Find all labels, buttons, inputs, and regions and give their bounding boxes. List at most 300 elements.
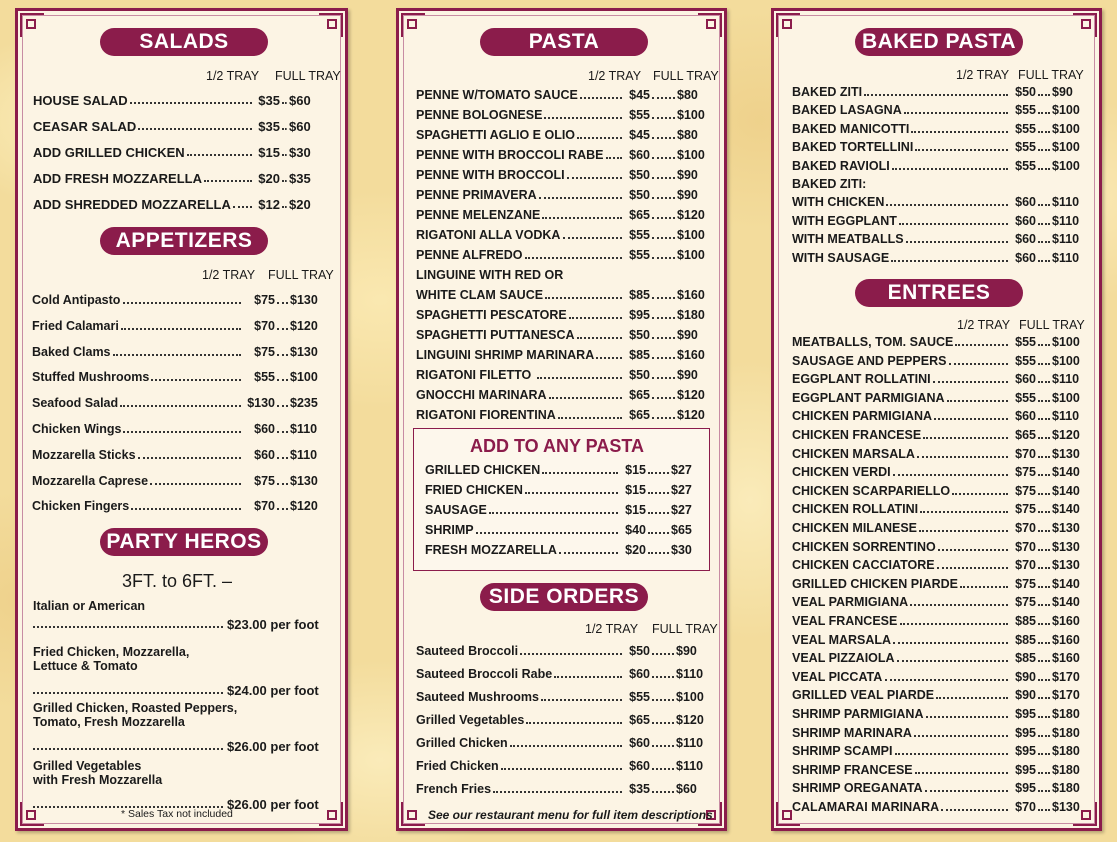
full-tray-price: $120 — [290, 499, 318, 514]
dot-leader — [949, 363, 1008, 365]
menu-item-name: WITH EGGPLANT — [792, 213, 897, 228]
half-tray-price: $55 — [629, 108, 650, 122]
full-tray-price: $30 — [671, 543, 692, 557]
menu-item-name: PENNE WITH BROCCOLI RABE — [416, 148, 604, 162]
dot-leader — [277, 379, 288, 381]
half-tray-price: $65 — [629, 388, 650, 402]
corner-ornament — [319, 13, 343, 37]
menu-item-row — [792, 688, 1084, 706]
half-tray-price: $45 — [629, 88, 650, 102]
menu-item-name: BAKED RAVIOLI — [792, 158, 890, 173]
menu-item-name: BAKED ZITI: — [792, 177, 867, 191]
dot-leader — [1038, 772, 1050, 774]
dot-leader — [131, 508, 241, 510]
corner-ornament — [401, 13, 425, 37]
dot-leader — [1038, 790, 1050, 792]
dot-leader — [652, 217, 675, 219]
menu-item-row — [792, 159, 1084, 177]
menu-item-row — [792, 122, 1084, 140]
dot-leader — [652, 237, 675, 239]
dot-leader — [549, 397, 622, 399]
full-tray-price: $110 — [1052, 250, 1080, 265]
menu-item-name: WITH SAUSAGE — [792, 250, 890, 265]
menu-footer-note: See our restaurant menu for full item descriptions — [428, 808, 713, 822]
full-tray-price: $90 — [677, 188, 698, 202]
dot-leader — [33, 626, 223, 628]
full-tray-price: $100 — [1052, 140, 1080, 155]
dot-leader — [652, 317, 675, 319]
half-tray-price: $60 — [629, 759, 650, 773]
corner-ornament — [1073, 13, 1097, 37]
menu-item-name: BAKED TORTELLINI — [792, 140, 914, 155]
full-tray-price: $27 — [671, 463, 692, 477]
half-tray-price: $35 — [258, 119, 280, 134]
full-tray-price: $110 — [1052, 232, 1080, 247]
half-tray-price: $85 — [1015, 614, 1036, 628]
half-tray-header: 1/2 TRAY — [206, 69, 260, 83]
half-tray-price: $40 — [625, 523, 646, 537]
menu-item-name: ADD FRESH MOZZARELLA — [33, 171, 202, 186]
dot-leader — [955, 344, 1008, 346]
full-tray-price: $180 — [677, 308, 705, 322]
full-tray-price: $130 — [290, 344, 318, 359]
menu-item-row — [792, 391, 1084, 409]
menu-item-name: Sauteed Broccoli Rabe — [416, 667, 553, 681]
menu-item-row — [32, 396, 337, 414]
menu-item-name: Mozzarella Sticks — [32, 447, 136, 462]
dot-leader — [187, 154, 252, 156]
full-tray-price: $35 — [289, 171, 311, 186]
full-tray-price: $90 — [676, 644, 697, 658]
hero-price: $26.00 per foot — [227, 739, 319, 754]
dot-leader — [906, 241, 1008, 243]
hero-price: $24.00 per foot — [227, 683, 319, 698]
full-tray-price: $100 — [677, 228, 705, 242]
half-tray-price: $50 — [629, 644, 650, 658]
dot-leader — [893, 474, 1008, 476]
half-tray-price: $75 — [1015, 576, 1036, 591]
menu-item-row — [33, 119, 338, 137]
dot-leader — [277, 328, 288, 330]
dot-leader — [947, 400, 1008, 402]
dot-leader — [652, 137, 675, 139]
full-tray-price: $130 — [1052, 539, 1080, 554]
half-tray-price: $75 — [1015, 595, 1036, 610]
menu-item-row — [792, 354, 1084, 372]
dot-leader — [277, 405, 288, 407]
menu-item-row — [425, 523, 697, 541]
half-tray-price: $55 — [629, 690, 650, 704]
menu-item-name: MEATBALLS, TOM. SAUCE — [792, 335, 954, 349]
hero-price-row — [33, 617, 333, 633]
menu-item-name: CHICKEN MARSALA — [792, 446, 915, 461]
menu-item-row — [792, 800, 1084, 818]
half-tray-price: $75 — [254, 293, 275, 307]
dot-leader — [1038, 149, 1050, 151]
dot-leader — [606, 157, 623, 159]
full-tray-price: $120 — [677, 408, 705, 422]
full-tray-price: $130 — [1052, 800, 1080, 814]
menu-item-row — [33, 93, 338, 111]
dot-leader — [652, 97, 675, 99]
dot-leader — [652, 722, 674, 724]
section-title-pasta: PASTA — [480, 28, 648, 56]
dot-leader — [652, 197, 675, 199]
full-tray-price: $170 — [1052, 688, 1080, 703]
hero-description: Lettuce & Tomato — [33, 659, 138, 673]
menu-item-name: Cold Antipasto — [32, 293, 121, 307]
dot-leader — [1038, 223, 1050, 225]
dot-leader — [652, 257, 675, 259]
hero-item — [33, 599, 333, 632]
dot-leader — [648, 552, 669, 554]
menu-item-name: EGGPLANT PARMIGIANA — [792, 390, 945, 405]
menu-item-name: VEAL PIZZAIOLA — [792, 651, 895, 666]
dot-leader — [544, 117, 622, 119]
full-tray-price: $20 — [289, 197, 311, 212]
menu-item-row — [792, 140, 1084, 158]
half-tray-price: $85 — [629, 348, 650, 362]
dot-leader — [652, 397, 675, 399]
dot-leader — [652, 417, 675, 419]
section-title-side-orders: SIDE ORDERS — [480, 583, 648, 611]
full-tray-price: $140 — [1052, 502, 1080, 517]
full-tray-price: $65 — [671, 523, 692, 537]
dot-leader — [1038, 260, 1050, 262]
half-tray-price: $45 — [629, 128, 650, 142]
half-tray-price: $15 — [258, 145, 280, 160]
dot-leader — [652, 357, 675, 359]
half-tray-price: $70 — [1015, 539, 1036, 554]
dot-leader — [914, 735, 1008, 737]
dot-leader — [1038, 567, 1050, 569]
dot-leader — [919, 530, 1008, 532]
menu-item-name: LINGUINE WITH RED OR — [416, 268, 564, 282]
menu-item-row — [416, 168, 711, 186]
dot-leader — [1038, 344, 1050, 346]
menu-item-row — [792, 521, 1084, 539]
menu-item-row — [416, 228, 711, 246]
full-tray-price: $180 — [1052, 744, 1080, 759]
half-tray-price: $75 — [1015, 502, 1036, 517]
dot-leader — [123, 302, 241, 304]
half-tray-price: $75 — [254, 344, 275, 359]
dot-leader — [1038, 363, 1050, 365]
half-tray-price: $20 — [258, 171, 280, 186]
menu-item-name: SAUSAGE — [425, 503, 487, 517]
dot-leader — [1038, 112, 1050, 114]
half-tray-price: $70 — [254, 318, 275, 333]
full-tray-price: $160 — [677, 348, 705, 362]
dot-leader — [652, 768, 674, 770]
half-tray-price: $60 — [254, 447, 275, 462]
full-tray-price: $100 — [1052, 121, 1080, 136]
menu-item-name: Grilled Vegetables — [416, 713, 525, 727]
menu-item-row — [416, 288, 711, 306]
menu-item-row — [32, 370, 337, 388]
menu-item-name: CHICKEN PARMIGIANA — [792, 409, 933, 424]
menu-item-name: PENNE MELENZANE — [416, 208, 541, 222]
menu-item-name: SAUSAGE AND PEPPERS — [792, 353, 947, 368]
dot-leader — [899, 223, 1008, 225]
full-tray-price: $100 — [1052, 158, 1080, 173]
half-tray-price: $15 — [625, 503, 646, 517]
full-tray-price: $180 — [1052, 781, 1080, 796]
hero-description: Tomato, Fresh Mozzarella — [33, 715, 185, 729]
menu-item-name: Mozzarella Caprese — [32, 473, 149, 488]
menu-item-name: VEAL PICCATA — [792, 669, 883, 684]
dot-leader — [652, 337, 675, 339]
dot-leader — [567, 177, 622, 179]
half-tray-price: $70 — [1015, 521, 1036, 535]
add-to-pasta-box — [413, 428, 710, 571]
dot-leader — [1038, 660, 1050, 662]
menu-item-name: CHICKEN SORRENTINO — [792, 539, 936, 554]
dot-leader — [1038, 94, 1050, 96]
dot-leader — [525, 257, 622, 259]
corner-ornament — [698, 13, 722, 37]
menu-item-row — [416, 388, 711, 406]
half-tray-price: $12 — [258, 197, 280, 212]
tax-note: * Sales Tax not included — [121, 808, 233, 820]
menu-item-name: CHICKEN VERDI — [792, 465, 891, 480]
half-tray-price: $60 — [629, 667, 650, 681]
full-tray-price: $110 — [1052, 409, 1080, 424]
menu-item-row — [792, 195, 1084, 213]
dot-leader — [577, 137, 622, 139]
dot-leader — [1038, 493, 1050, 495]
half-tray-price: $55 — [254, 370, 275, 385]
half-tray-price: $35 — [629, 782, 650, 796]
half-tray-price: $95 — [1015, 744, 1036, 759]
half-tray-price: $95 — [1015, 707, 1036, 721]
full-tray-price: $100 — [1052, 103, 1080, 118]
dot-leader — [1038, 697, 1050, 699]
full-tray-header: FULL TRAY — [1018, 68, 1084, 82]
dot-leader — [277, 457, 288, 459]
section-title-appetizers: APPETIZERS — [100, 227, 268, 255]
full-tray-price: $60 — [676, 782, 697, 796]
half-tray-price: $85 — [1015, 651, 1036, 666]
hero-item — [33, 645, 333, 698]
menu-item-row — [416, 368, 711, 386]
dot-leader — [1038, 809, 1050, 811]
dot-leader — [864, 94, 1008, 96]
menu-item-name: GRILLED CHICKEN — [425, 463, 541, 477]
dot-leader — [537, 377, 622, 379]
dot-leader — [151, 379, 241, 381]
half-tray-price: $70 — [1015, 446, 1036, 461]
half-tray-price: $85 — [1015, 632, 1036, 647]
half-tray-price: $50 — [629, 188, 650, 202]
half-tray-price: $95 — [1015, 781, 1036, 796]
half-tray-price: $70 — [1015, 558, 1036, 573]
dot-leader — [648, 512, 669, 514]
hero-price-row — [33, 739, 333, 755]
column-headers — [18, 69, 348, 83]
half-tray-price: $15 — [625, 463, 646, 477]
half-tray-price: $95 — [1015, 725, 1036, 740]
menu-item-name: FRIED CHICKEN — [425, 483, 523, 497]
half-tray-price: $75 — [254, 473, 275, 488]
menu-item-row — [425, 543, 697, 561]
full-tray-price: $100 — [677, 108, 705, 122]
dot-leader — [138, 457, 241, 459]
menu-item-row — [792, 232, 1084, 250]
hero-description: with Fresh Mozzarella — [33, 773, 163, 787]
menu-item-row — [792, 85, 1084, 103]
dot-leader — [885, 679, 1008, 681]
full-tray-price: $100 — [1052, 353, 1080, 368]
dot-leader — [652, 745, 674, 747]
dot-leader — [277, 508, 288, 510]
dot-leader — [493, 791, 622, 793]
menu-item-name: BAKED LASAGNA — [792, 103, 902, 118]
menu-item-name: SHRIMP SCAMPI — [792, 744, 893, 759]
half-tray-header: 1/2 TRAY — [585, 622, 639, 636]
panel-left — [15, 8, 348, 831]
hero-price: $26.00 per foot — [227, 797, 319, 812]
menu-item-row — [416, 782, 698, 800]
dot-leader — [204, 180, 252, 182]
dot-leader — [525, 492, 618, 494]
section-title-salads: SALADS — [100, 28, 268, 56]
half-tray-price: $60 — [1015, 232, 1036, 247]
menu-item-name: Sauteed Broccoli — [416, 644, 519, 658]
menu-item-row — [792, 763, 1084, 781]
menu-item-name: HOUSE SALAD — [33, 93, 128, 108]
hero-name: Fried Chicken, Mozzarella, — [33, 645, 190, 659]
menu-item-row — [32, 448, 337, 466]
menu-item-name: WITH MEATBALLS — [792, 232, 904, 247]
dot-leader — [937, 567, 1008, 569]
section-title-baked-pasta: BAKED PASTA — [855, 28, 1023, 56]
half-tray-price: $65 — [629, 208, 650, 222]
dot-leader — [577, 337, 622, 339]
menu-item-row — [32, 474, 337, 492]
dot-leader — [911, 131, 1008, 133]
heros-subtitle: 3FT. to 6FT. – — [122, 571, 233, 591]
menu-item-name: GRILLED CHICKEN PIARDE — [792, 576, 958, 591]
half-tray-price: $60 — [1015, 409, 1036, 424]
dot-leader — [1038, 241, 1050, 243]
half-tray-price: $55 — [1015, 390, 1036, 405]
half-tray-price: $55 — [1015, 335, 1036, 349]
dot-leader — [489, 512, 618, 514]
menu-item-name: CHICKEN SCARPARIELLO — [792, 483, 951, 498]
dot-leader — [1038, 623, 1050, 625]
menu-item-name: Baked Clams — [32, 344, 111, 359]
menu-item-name: VEAL MARSALA — [792, 632, 892, 647]
menu-item-row — [416, 328, 711, 346]
half-tray-header: 1/2 TRAY — [588, 69, 642, 83]
dot-leader — [652, 791, 674, 793]
half-tray-price: $60 — [254, 422, 275, 436]
dot-leader — [920, 511, 1008, 513]
half-tray-price: $90 — [1015, 688, 1036, 703]
dot-leader — [1038, 418, 1050, 420]
dot-leader — [1038, 204, 1050, 206]
dot-leader — [897, 660, 1008, 662]
full-tray-price: $90 — [677, 328, 698, 342]
dot-leader — [652, 157, 675, 159]
menu-item-name: CHICKEN FRANCESE — [792, 428, 922, 442]
full-tray-header: FULL TRAY — [268, 268, 334, 282]
half-tray-price: $70 — [254, 499, 275, 514]
menu-item-row — [425, 503, 697, 521]
dot-leader — [886, 204, 1008, 206]
dot-leader — [652, 699, 674, 701]
dot-leader — [960, 586, 1008, 588]
menu-item-name: Chicken Fingers — [32, 499, 130, 514]
dot-leader — [893, 642, 1008, 644]
menu-item-name: RIGATONI FIORENTINA — [416, 408, 556, 422]
menu-item-row — [792, 540, 1084, 558]
menu-item-name: SPAGHETTI PUTTANESCA — [416, 328, 575, 342]
menu-item-row — [416, 759, 704, 777]
dot-leader — [539, 197, 622, 199]
dot-leader — [526, 722, 622, 724]
full-tray-price: $100 — [676, 690, 704, 704]
menu-item-row — [416, 736, 704, 754]
menu-item-name: Grilled Chicken — [416, 736, 508, 750]
dot-leader — [891, 260, 1008, 262]
menu-item-row — [33, 145, 338, 163]
menu-item-name: SHRIMP PARMIGIANA — [792, 707, 924, 721]
dot-leader — [1038, 753, 1050, 755]
dot-leader — [933, 381, 1008, 383]
half-tray-price: $55 — [629, 248, 650, 262]
half-tray-price: $75 — [1015, 465, 1036, 480]
menu-item-row — [792, 177, 1084, 195]
full-tray-price: $90 — [677, 168, 698, 182]
dot-leader — [130, 102, 252, 104]
corner-ornament — [776, 13, 800, 37]
menu-item-name: PENNE W/TOMATO SAUCE — [416, 88, 578, 102]
menu-item-row — [792, 633, 1084, 651]
menu-item-row — [416, 408, 711, 426]
full-tray-price: $140 — [1052, 465, 1080, 480]
menu-item-row — [792, 651, 1084, 669]
full-tray-price: $110 — [290, 447, 318, 462]
half-tray-price: $55 — [1015, 140, 1036, 155]
menu-item-row — [792, 372, 1084, 390]
full-tray-header: FULL TRAY — [1019, 318, 1085, 332]
dot-leader — [563, 237, 622, 239]
menu-item-row — [792, 335, 1084, 353]
menu-item-row — [792, 409, 1084, 427]
dot-leader — [233, 206, 252, 208]
full-tray-price: $110 — [1052, 213, 1080, 228]
menu-item-name: ADD SHREDDED MOZZARELLA — [33, 197, 231, 212]
full-tray-price: $100 — [1052, 390, 1080, 405]
dot-leader — [282, 154, 287, 156]
section-title-party-heros: PARTY HEROS — [100, 528, 268, 556]
dot-leader — [915, 772, 1008, 774]
menu-item-row — [416, 308, 711, 326]
full-tray-price: $140 — [1052, 483, 1080, 498]
full-tray-price: $30 — [289, 145, 311, 160]
dot-leader — [1038, 511, 1050, 513]
menu-item-name: Seafood Salad — [32, 396, 119, 411]
menu-item-row — [416, 248, 711, 266]
menu-item-name: VEAL PARMIGIANA — [792, 595, 909, 610]
half-tray-price: $50 — [629, 368, 650, 382]
half-tray-price: $50 — [629, 328, 650, 342]
full-tray-price: $100 — [1052, 335, 1080, 349]
full-tray-price: $140 — [1052, 576, 1080, 591]
dot-leader — [941, 809, 1008, 811]
